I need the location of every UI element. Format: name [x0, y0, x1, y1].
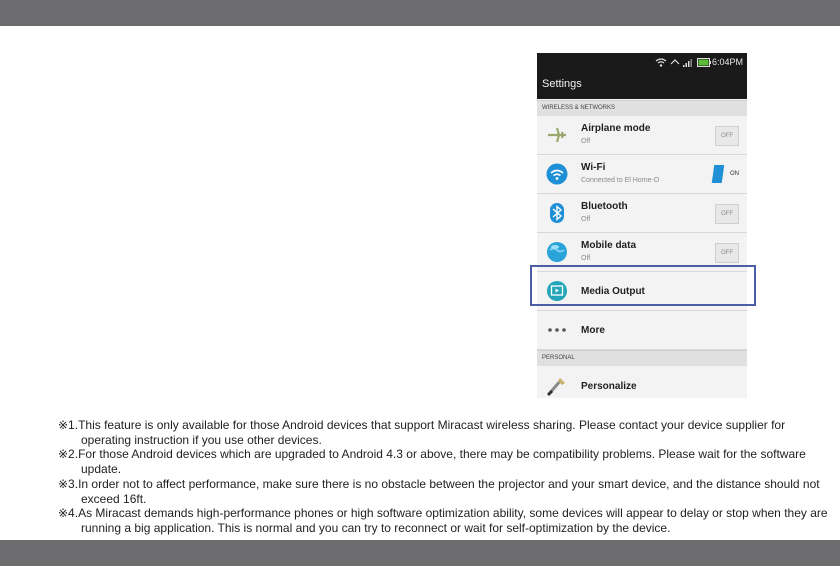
- personalize-title: Personalize: [581, 381, 637, 392]
- setting-bluetooth[interactable]: [537, 194, 747, 233]
- signal-icon: [683, 58, 693, 67]
- header-bar: [0, 0, 840, 26]
- more-dots-icon: [546, 319, 568, 341]
- brush-icon: [546, 375, 568, 397]
- wifi-status-icon: [655, 58, 667, 67]
- setting-more[interactable]: [537, 311, 747, 350]
- notes-list: [58, 418, 828, 536]
- airplane-icon: [546, 124, 568, 146]
- bluetooth-icon: [546, 202, 568, 224]
- bluetooth-status: Off: [581, 216, 591, 223]
- wifi-icon: [546, 163, 568, 185]
- bluetooth-toggle[interactable]: OFF: [715, 204, 739, 224]
- note-2: ※2.For those Android devices which are upgraded to Android 4.3 or above, there may be compatibility problems. Please wait for the software update.: [58, 447, 806, 477]
- note-1: ※1.This feature is only available for those Android devices that support Miracast wireless sharing. Please contact your device supplier for operating instruction if you use other devices.: [58, 418, 786, 447]
- status-bar: [537, 53, 747, 73]
- footer-bar: [0, 540, 840, 566]
- wifi-toggle[interactable]: [713, 165, 739, 183]
- setting-airplane-mode[interactable]: [537, 116, 747, 155]
- media-output-title: Media Output: [581, 286, 645, 297]
- note-4: ※4.As Miracast demands high-performance phones or high software optimization ability, some devices will appear to delay or stop when they are running a big application. This is normal and you can try to reconnect or wait for self-optimization by the device.: [58, 506, 828, 535]
- section-wireless-networks: WIRELESS & NETWORKS: [537, 100, 747, 116]
- bluetooth-title: Bluetooth: [581, 201, 628, 212]
- airplane-mode-title: Airplane mode: [581, 123, 651, 134]
- setting-wifi[interactable]: [537, 155, 747, 194]
- globe-icon: [546, 241, 568, 263]
- battery-icon: [697, 58, 711, 67]
- status-time: 6:04PM: [711, 57, 743, 67]
- mobile-data-status: Off: [581, 255, 591, 262]
- wifi-title: Wi-Fi: [581, 162, 606, 173]
- settings-title: Settings: [537, 72, 747, 99]
- section-personal: PERSONAL: [537, 350, 747, 366]
- data-arrows-icon: [670, 58, 680, 67]
- wifi-toggle-knob: [712, 165, 725, 183]
- setting-personalize[interactable]: [537, 366, 747, 398]
- wifi-toggle-label: ON: [730, 171, 739, 177]
- phone-screenshot: [537, 53, 747, 398]
- wifi-status: Connected to El Home-O: [581, 177, 660, 184]
- mobile-data-toggle[interactable]: OFF: [715, 243, 739, 263]
- media-output-highlight-box: [530, 265, 756, 306]
- note-3: ※3.In order not to affect performance, make sure there is no obstacle between the projector and your smart device, and the distance should not exceed 16ft.: [58, 476, 820, 506]
- airplane-mode-status: Off: [581, 138, 591, 145]
- mobile-data-title: Mobile data: [581, 240, 637, 251]
- airplane-mode-toggle[interactable]: OFF: [715, 126, 739, 146]
- more-title: More: [581, 325, 605, 336]
